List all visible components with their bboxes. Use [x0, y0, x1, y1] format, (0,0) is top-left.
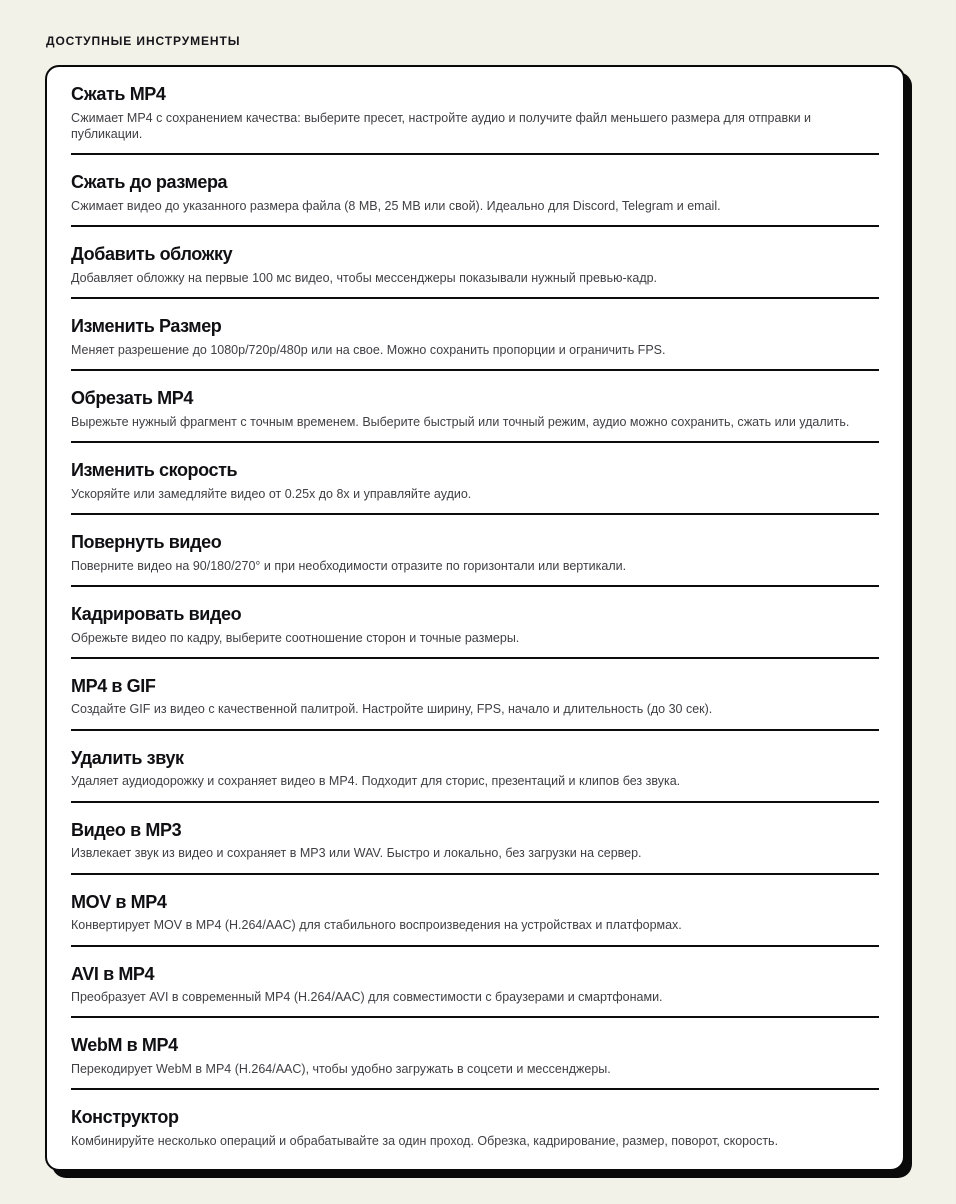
tool-list-item[interactable] — [47, 659, 903, 731]
tool-list-item[interactable] — [47, 947, 903, 1019]
tool-title: Обрезать MP4 — [71, 388, 193, 408]
tool-list-item[interactable] — [47, 155, 903, 227]
tool-title: Удалить звук — [71, 747, 184, 768]
tool-description: Комбинируйте несколько операций и обрабатывайте за один проход. Обрезка, кадрирование, размер, поворот, скорость. — [71, 1134, 779, 1149]
page-title: ДОСТУПНЫЕ ИНСТРУМЕНТЫ — [46, 34, 241, 48]
tool-description: Сжимает MP4 с сохранением качества: выберите пресет, настройте аудио и получите файл меньшего размера для отправки и публикации. — [71, 110, 812, 141]
tool-description: Преобразует AVI в современный MP4 (H.264/AAC) для совместимости с браузерами и смартфонами. — [71, 990, 663, 1005]
tool-list-item[interactable] — [47, 299, 903, 371]
tool-title: Кадрировать видео — [71, 603, 242, 624]
tool-description: Меняет разрешение до 1080p/720p/480p или на свое. Можно сохранить пропорции и ограничить FPS. — [71, 342, 666, 357]
tool-title: Видео в MP3 — [71, 819, 182, 840]
tool-list-item[interactable] — [47, 227, 903, 299]
tool-list-item[interactable] — [47, 731, 903, 803]
tool-title: Повернуть видео — [71, 531, 222, 552]
tool-title: Добавить обложку — [71, 244, 233, 265]
tool-list-item[interactable] — [47, 371, 903, 443]
tool-title: Изменить Размер — [71, 316, 222, 337]
tool-title: Конструктор — [71, 1107, 179, 1128]
tool-list-item[interactable] — [47, 1018, 903, 1090]
tool-list-item[interactable] — [47, 587, 903, 659]
tool-list-item[interactable] — [47, 1090, 903, 1169]
tool-title: MOV в MP4 — [71, 891, 167, 912]
tool-title: Сжать MP4 — [71, 84, 166, 104]
tool-title: Сжать до размера — [71, 172, 228, 193]
tool-description: Перекодирует WebM в MP4 (H.264/AAC), чтобы удобно загружать в соцсети и мессенджеры. — [71, 1062, 611, 1077]
tool-description: Поверните видео на 90/180/270° и при необходимости отразите по горизонтали или вертикали. — [71, 558, 627, 573]
tool-title: AVI в MP4 — [71, 963, 155, 984]
tool-title: WebM в MP4 — [71, 1035, 178, 1056]
tool-description: Ускоряйте или замедляйте видео от 0.25x до 8x и управляйте аудио. — [71, 486, 472, 501]
tool-list-item[interactable] — [47, 875, 903, 947]
tool-list-item[interactable] — [47, 803, 903, 875]
tool-description: Создайте GIF из видео с качественной палитрой. Настройте ширину, FPS, начало и длительность (до 30 сек). — [71, 702, 713, 717]
tool-list-item[interactable] — [47, 515, 903, 587]
tool-description: Сжимает видео до указанного размера файла (8 MB, 25 MB или свой). Идеально для Discord, Telegram и email. — [71, 198, 721, 213]
tool-description: Удаляет аудиодорожку и сохраняет видео в MP4. Подходит для сторис, презентаций и клипов без звука. — [71, 774, 681, 789]
tool-description: Добавляет обложку на первые 100 мс видео, чтобы мессенджеры показывали нужный превью-кадр. — [71, 270, 658, 285]
tool-title: Изменить скорость — [71, 459, 238, 480]
tool-description: Вырежьте нужный фрагмент с точным временем. Выберите быстрый или точный режим, аудио можно сохранить, сжать или удалить. — [71, 414, 850, 429]
tool-title: MP4 в GIF — [71, 675, 156, 696]
tool-list-item[interactable] — [47, 443, 903, 515]
tool-description: Обрежьте видео по кадру, выберите соотношение сторон и точные размеры. — [71, 630, 520, 645]
tool-description: Извлекает звук из видео и сохраняет в MP3 или WAV. Быстро и локально, без загрузки на сервер. — [71, 846, 642, 861]
tool-description: Конвертирует MOV в MP4 (H.264/AAC) для стабильного воспроизведения на устройствах и платформах. — [71, 918, 682, 933]
tool-list-item[interactable] — [47, 67, 903, 155]
tools-card — [45, 65, 905, 1171]
